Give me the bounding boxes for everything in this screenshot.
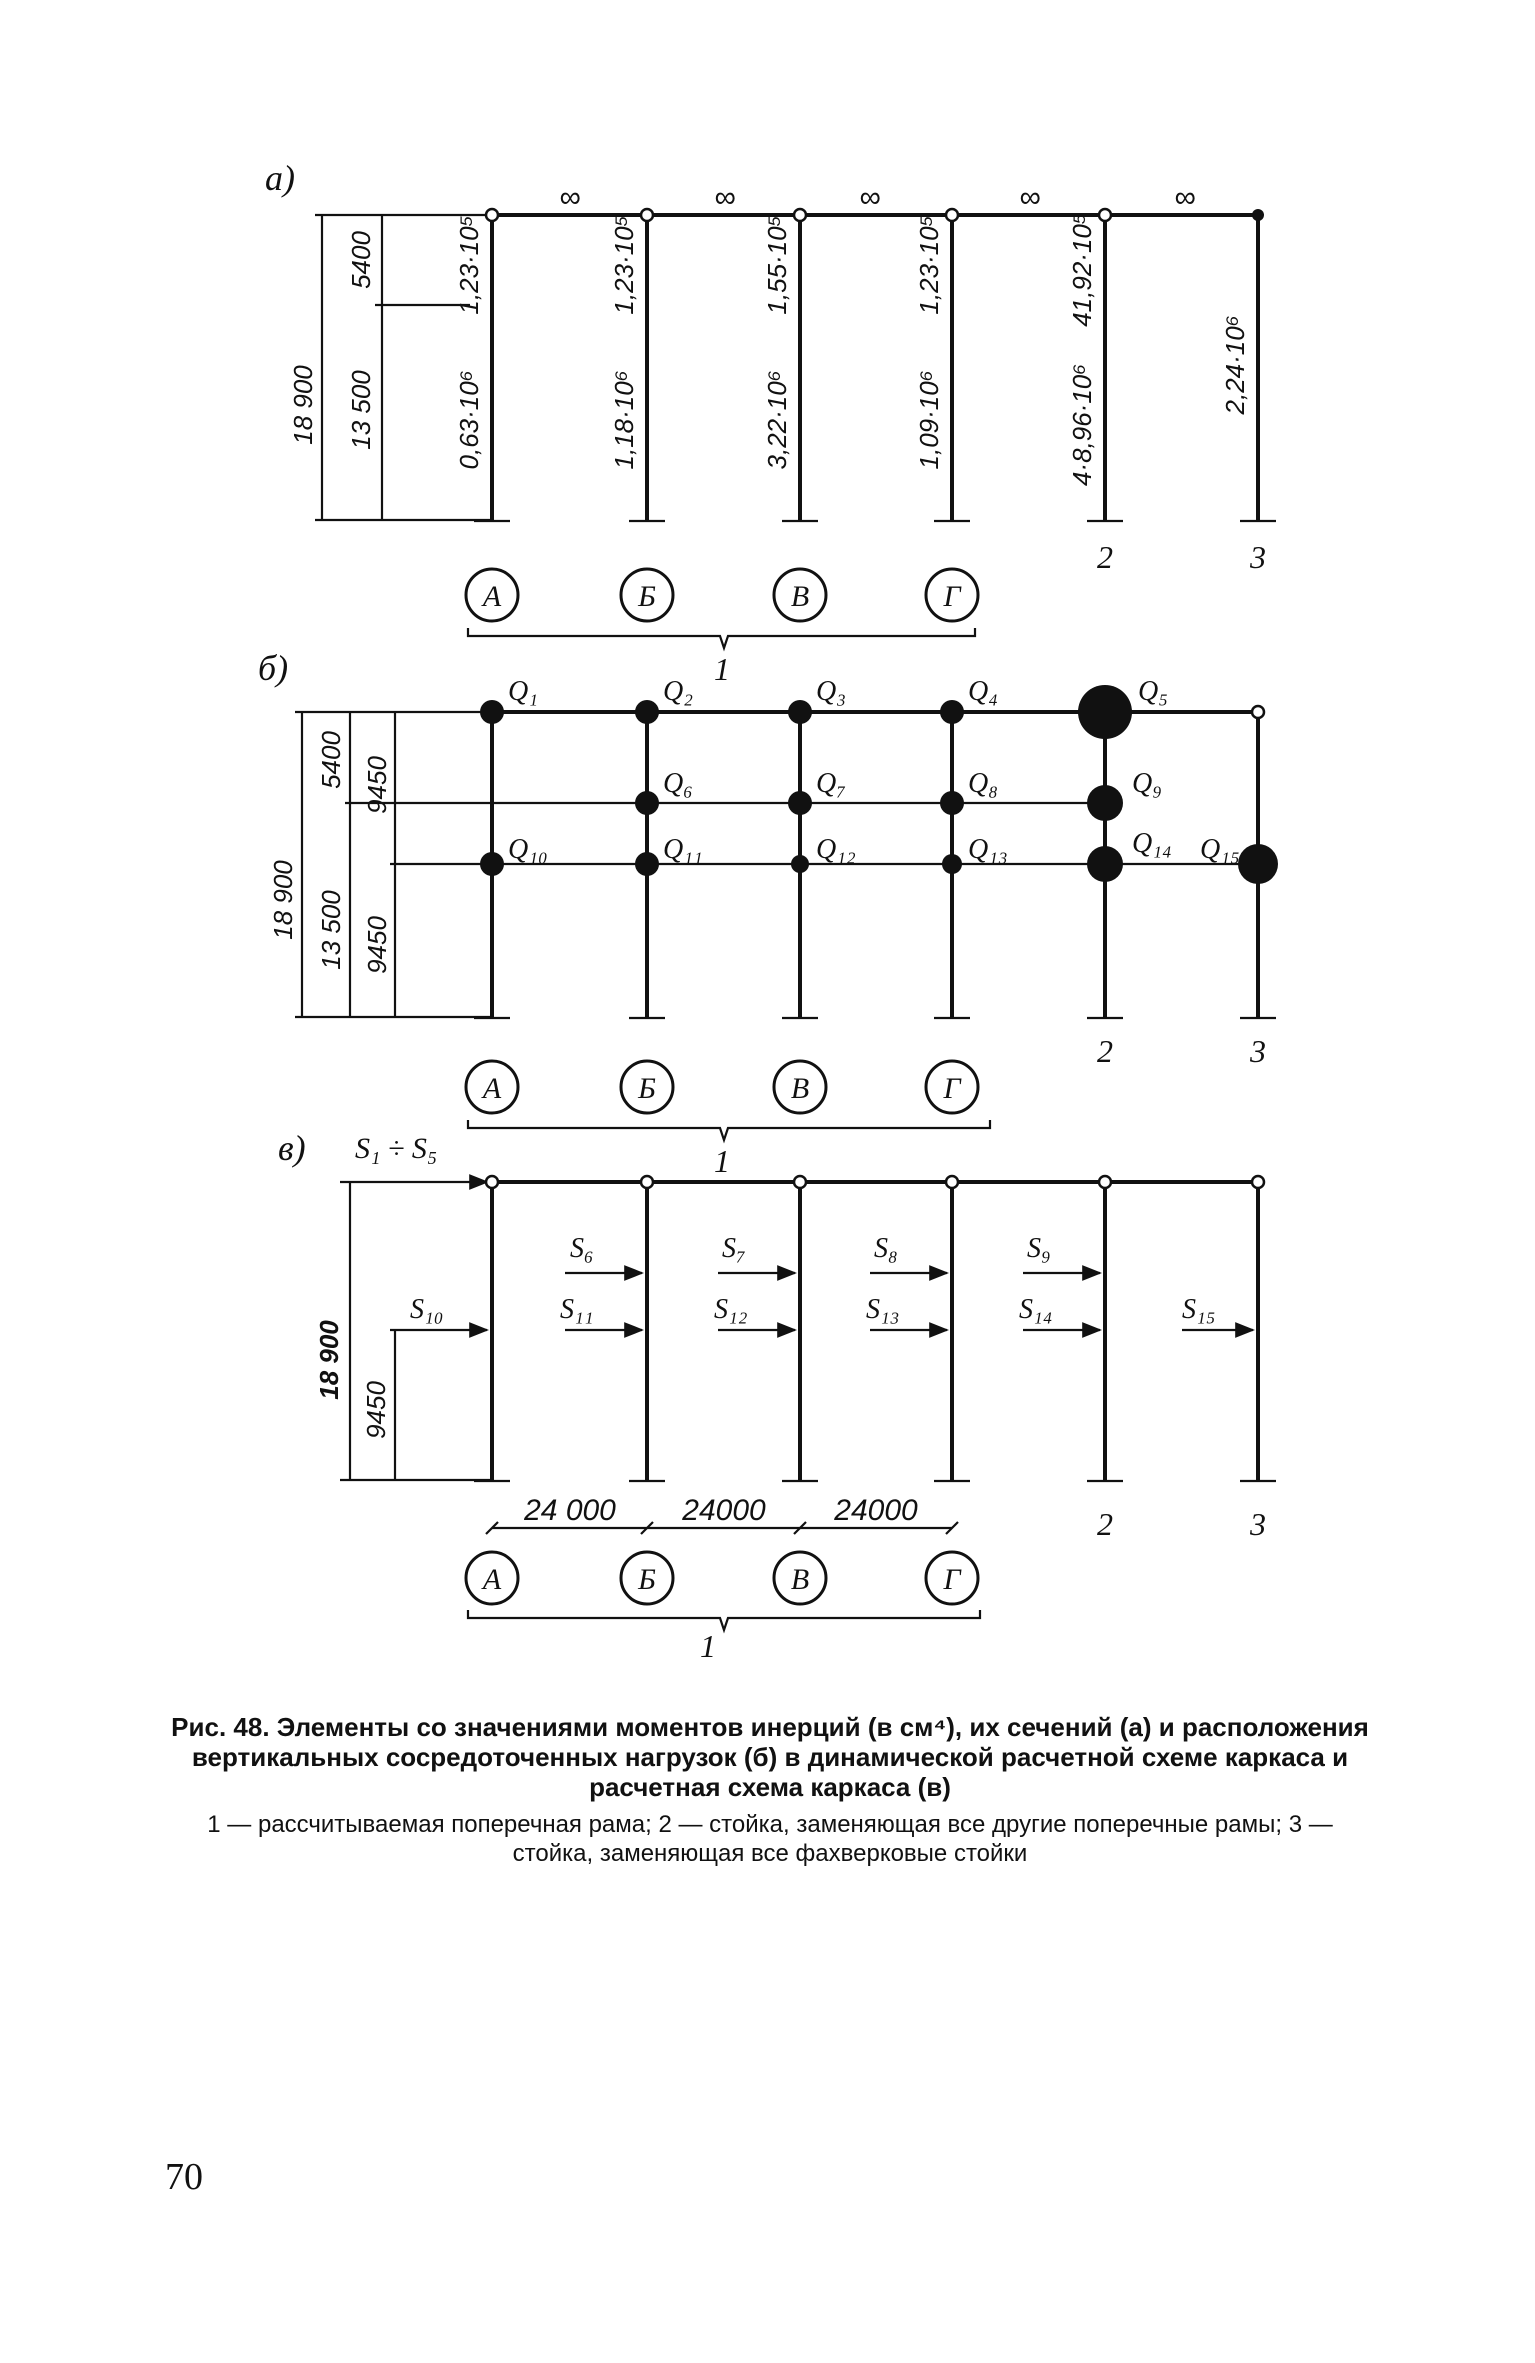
span-2: 24000: [682, 1494, 766, 1527]
axis-B-c: Б: [638, 1563, 656, 1596]
force-S9: S₉: [1027, 1233, 1051, 1264]
dim-18900-c: 18 900: [314, 1320, 344, 1400]
dim-18900-a: 18 900: [288, 365, 318, 445]
axis-V-a: В: [790, 580, 810, 613]
load-Q8: Q₈: [968, 768, 998, 799]
axis-A-c: А: [482, 1563, 502, 1596]
group-1-a: 1: [714, 651, 730, 687]
load-Q2: Q₂: [663, 676, 693, 707]
force-S15: S₁₅: [1182, 1294, 1216, 1325]
panel-a-label: а): [265, 158, 295, 198]
load-Q14: Q₁₄: [1132, 828, 1172, 859]
force-S11: S₁₁: [560, 1294, 594, 1325]
load-Q12: Q₁₂: [816, 834, 856, 865]
load-Q3: Q₃: [816, 676, 846, 707]
inertia-lower-2: 4·8,96·10⁶: [1067, 363, 1097, 487]
panel-b-label: б): [258, 648, 289, 688]
page-number: 70: [165, 2156, 203, 2198]
load-Q5: Q₅: [1138, 676, 1168, 707]
axis-V-c: В: [790, 1563, 810, 1596]
infinity-3: ∞: [859, 181, 881, 214]
axis-A-a: А: [482, 580, 502, 613]
stand-2-b: 2: [1097, 1033, 1113, 1069]
dim-9450-c: 9450: [361, 1381, 391, 1439]
inertia-upper-2: 41,92·10⁵: [1067, 213, 1097, 327]
force-S8: S₈: [874, 1233, 898, 1264]
axis-B-b: Б: [638, 1072, 656, 1105]
stand-3-b: 3: [1250, 1033, 1266, 1069]
force-S14: S₁₄: [1019, 1294, 1053, 1325]
infinity-5: ∞: [1174, 181, 1196, 214]
stand-3-c: 3: [1250, 1506, 1266, 1542]
caption-legend: 1 — рассчитываемая поперечная рама; 2 — стойка, заменяющая все другие поперечные рамы; 3 — стойка, заменяющая все фахверковые стойки: [207, 1811, 1333, 1867]
axis-G-a: Г: [943, 580, 961, 613]
load-Q9: Q₉: [1132, 768, 1162, 799]
force-S13: S₁₃: [866, 1294, 900, 1325]
inertia-lower-V: 3,22·10⁶: [762, 370, 792, 470]
inertia-lower-B: 1,18·10⁶: [609, 370, 639, 470]
span-3: 24000: [834, 1494, 918, 1527]
dim-5400-a: 5400: [346, 231, 376, 289]
inertia-lower-A: 0,63·10⁶: [454, 370, 484, 470]
force-S12: S₁₂: [714, 1294, 748, 1325]
inertia-lower-3: 2,24·10⁶: [1220, 315, 1250, 415]
inertia-upper-B: 1,23·10⁵: [609, 215, 639, 315]
dim-9450-b-lower: 9450: [362, 916, 392, 974]
load-Q6: Q₆: [663, 768, 693, 799]
load-Q13: Q₁₃: [968, 834, 1008, 865]
infinity-4: ∞: [1019, 181, 1041, 214]
infinity-1: ∞: [559, 181, 581, 214]
load-Q11: Q₁₁: [663, 834, 703, 865]
group-1-b: 1: [714, 1143, 730, 1179]
panel-a: [265, 158, 1276, 687]
force-S10: S₁₀: [410, 1294, 444, 1325]
dim-13500-b: 13 500: [316, 890, 346, 970]
force-S7: S₇: [722, 1233, 746, 1264]
dim-18900-b: 18 900: [268, 860, 298, 940]
caption-title: Рис. 48. Элементы со значениями моментов инерций (в см⁴), их сечений (а) и расположения вертикальных сосредоточенных нагрузок (б) в динамической расчетной схеме каркаса и расчетная схема каркаса (в): [171, 1712, 1369, 1802]
axis-A-b: А: [482, 1072, 502, 1105]
span-1: 24 000: [524, 1494, 616, 1527]
stand-2-a: 2: [1097, 539, 1113, 575]
load-Q4: Q₄: [968, 676, 998, 707]
dim-9450-b-upper: 9450: [362, 756, 392, 814]
axis-B-a: Б: [638, 580, 656, 613]
axis-G-c: Г: [943, 1563, 961, 1596]
load-Q1: Q₁: [508, 676, 538, 707]
axis-V-b: В: [790, 1072, 810, 1105]
load-Q10: Q₁₀: [508, 834, 548, 865]
force-S6: S₆: [570, 1233, 594, 1264]
figure-caption: [170, 1712, 1370, 1868]
top-force-label: S₁ ÷ S₅: [355, 1132, 438, 1165]
stand-2-c: 2: [1097, 1506, 1113, 1542]
inertia-upper-A: 1,23·10⁵: [454, 215, 484, 315]
inertia-upper-V: 1,55·10⁵: [762, 215, 792, 315]
group-1-c: 1: [700, 1628, 716, 1664]
inertia-lower-G: 1,09·10⁶: [914, 370, 944, 470]
dim-13500-a: 13 500: [346, 370, 376, 450]
load-Q15: Q₁₅: [1200, 834, 1240, 865]
stand-3-a: 3: [1250, 539, 1266, 575]
panel-c: [278, 1128, 1276, 1630]
inertia-upper-G: 1,23·10⁵: [914, 215, 944, 315]
axis-G-b: Г: [943, 1072, 961, 1105]
load-Q7: Q₇: [816, 768, 846, 799]
panel-b: [258, 648, 1278, 1179]
dim-5400-b: 5400: [316, 731, 346, 789]
infinity-2: ∞: [714, 181, 736, 214]
panel-c-label: в): [278, 1128, 306, 1168]
